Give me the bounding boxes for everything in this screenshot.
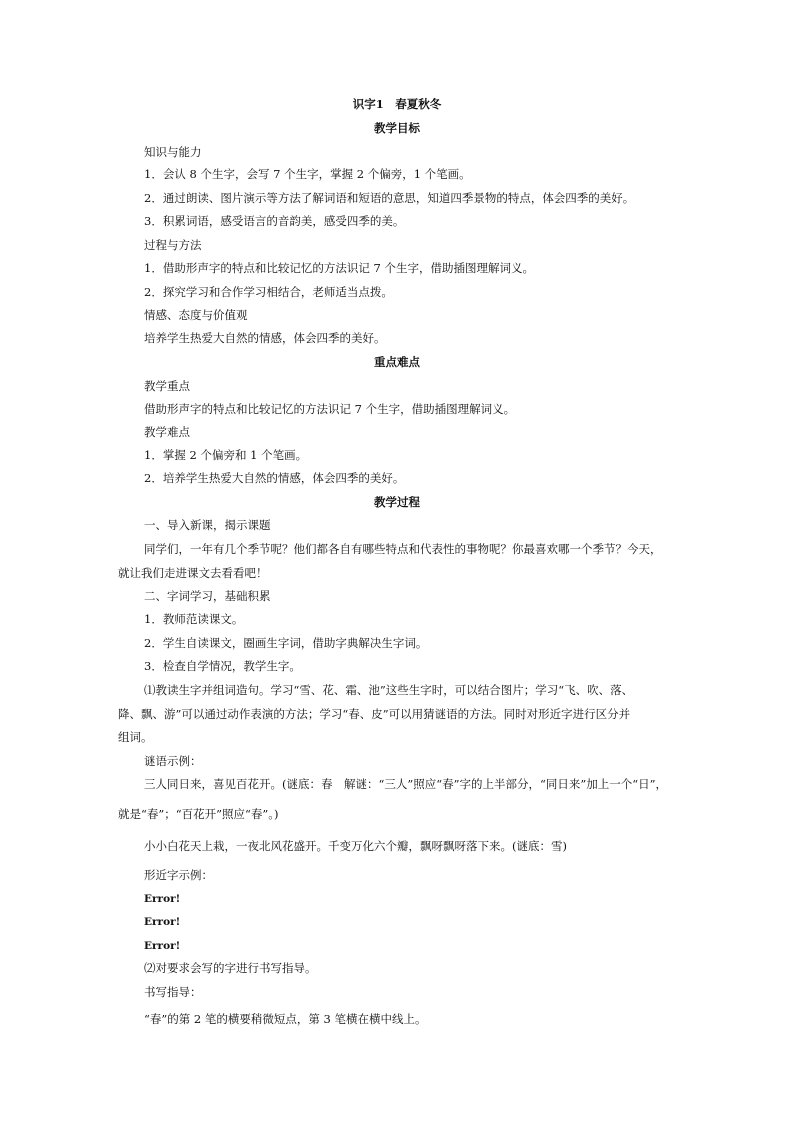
riddle-line: 就是“春”；“百花开”照应“春”。) (118, 807, 279, 821)
objective-item: 1．会认 8 个生字，会写 7 个生字，掌握 2 个偏旁，1 个笔画。 (144, 167, 471, 181)
similar-chars-heading: 形近字示例： (144, 868, 213, 882)
subheading-key: 教学重点 (144, 379, 190, 393)
objective-item: 3．积累词语，感受语言的音韵美，感受四季的美。 (144, 214, 405, 228)
step-item: 2．学生自读课文，圈画生字词，借助字典解决生字词。 (144, 636, 428, 650)
step-heading: 二、字词学习，基础积累 (144, 589, 271, 603)
error-text: Error! (144, 916, 181, 928)
lesson-title: 识字1 春夏秋冬 (352, 97, 442, 111)
riddle-line: 三人同日来，喜见百花开。(谜底：春 解谜：“三人”照应“春”字的上半部分，“同日来”加上一个“日”， (144, 777, 668, 791)
section-heading-objectives: 教学目标 (374, 121, 420, 135)
writing-guide-heading: 书写指导： (144, 985, 202, 999)
subheading-difficulty: 教学难点 (144, 425, 190, 439)
emotion-item: 培养学生热爱大自然的情感，体会四季的美好。 (144, 331, 386, 345)
process-item: 1．借助形声字的特点和比较记忆的方法识记 7 个生字，借助插图理解词义。 (144, 261, 534, 275)
riddle-line: 小小白花天上栽，一夜北风花盛开。千变万化六个瓣，飘呀飘呀落下来。(谜底：雪) (144, 839, 567, 853)
paragraph-line: 就让我们走进课文去看看吧！ (118, 566, 268, 580)
paragraph-line: 降、飘、游”可以通过动作表演的方法；学习“春、皮”可以用猜谜语的方法。同时对形近字进行区分并 (118, 707, 631, 721)
process-item: 2．探究学习和合作学习相结合，老师适当点拨。 (144, 285, 393, 299)
error-text: Error! (144, 940, 181, 952)
section-heading-process: 教学过程 (374, 495, 420, 509)
section-heading-key-points: 重点难点 (374, 355, 420, 369)
difficulty-item: 1．掌握 2 个偏旁和 1 个笔画。 (144, 448, 308, 462)
error-text: Error! (144, 893, 181, 905)
subheading-knowledge: 知识与能力 (144, 145, 202, 159)
writing-guide-line: “春”的第 2 笔的横要稍微短点，第 3 笔横在横中线上。 (144, 1012, 427, 1026)
step-heading: 一、导入新课，揭示课题 (144, 518, 271, 532)
paragraph-line: ⑴教读生字并组词造句。学习“雪、花、霜、池”这些生字时，可以结合图片；学习“飞、吹、落、 (144, 683, 634, 697)
paragraph-line: 组词。 (118, 730, 153, 744)
riddle-heading: 谜语示例： (144, 754, 202, 768)
paragraph-line: 同学们，一年有几个季节呢？他们都各自有哪些特点和代表性的事物呢？你最喜欢哪一个季节？今天， (144, 542, 662, 556)
step-item: 1．教师范读课文。 (144, 612, 244, 626)
paragraph-line: ⑵对要求会写的字进行书写指导。 (144, 961, 317, 975)
step-item: 3．检查自学情况，教学生字。 (144, 659, 301, 673)
subheading-emotion: 情感、态度与价值观 (144, 308, 248, 322)
difficulty-item: 2．培养学生热爱大自然的情感，体会四季的美好。 (144, 471, 405, 485)
objective-item: 2．通过朗读、图片演示等方法了解词语和短语的意思，知道四季景物的特点，体会四季的美好。 (144, 191, 635, 205)
key-item: 借助形声字的特点和比较记忆的方法识记 7 个生字，借助插图理解词义。 (144, 402, 516, 416)
subheading-process: 过程与方法 (144, 238, 202, 252)
